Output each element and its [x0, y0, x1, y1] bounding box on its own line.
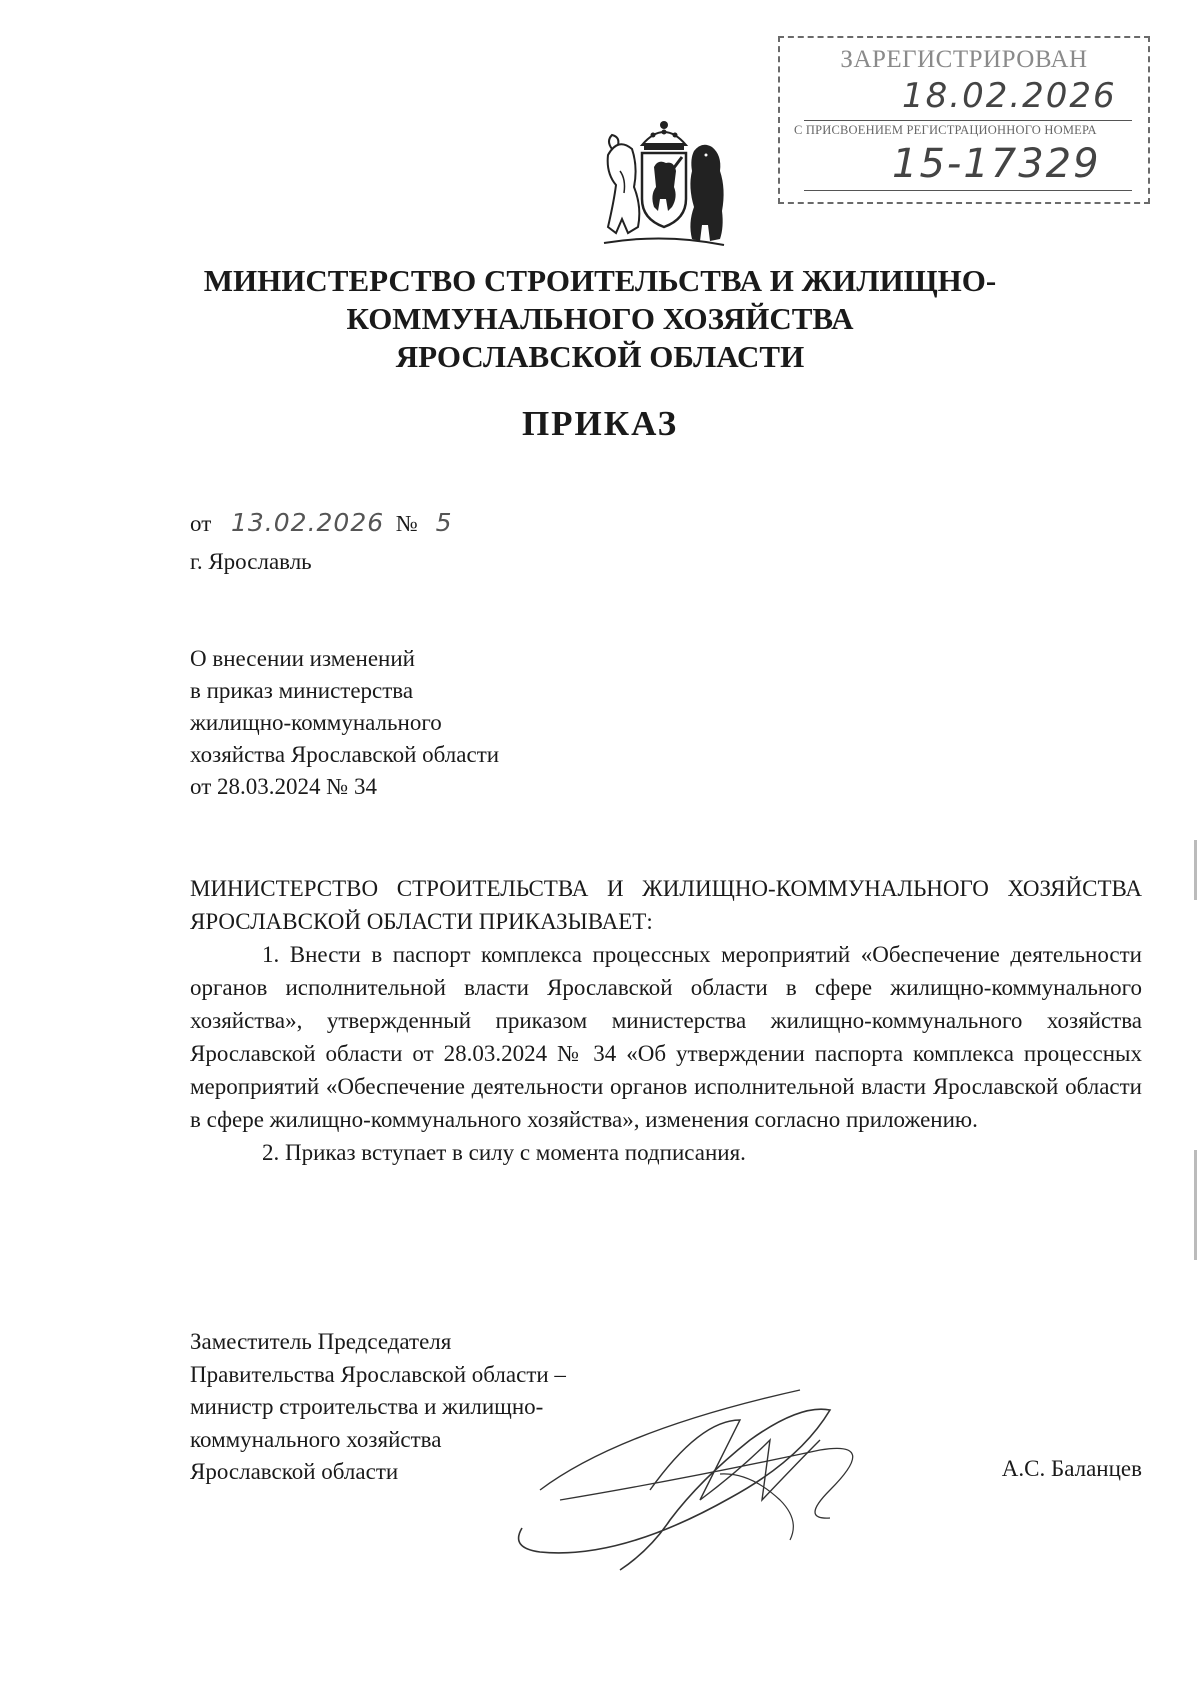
order-item-2: 2. Приказ вступает в силу с момента подписания.	[262, 1140, 746, 1165]
signer-line: Ярославской области	[190, 1459, 399, 1484]
subject-line: О внесении изменений	[190, 646, 415, 671]
ministry-title-line: КОММУНАЛЬНОГО ХОЗЯЙСТВА	[346, 301, 854, 336]
order-subject	[190, 643, 499, 803]
ministry-title-line: МИНИСТЕРСТВО СТРОИТЕЛЬСТВА И ЖИЛИЩНО-	[203, 263, 997, 298]
preamble: МИНИСТЕРСТВО СТРОИТЕЛЬСТВА И ЖИЛИЩНО-КОММУНАЛЬНОГО ХОЗЯЙСТВА ЯРОСЛАВСКОЙ ОБЛАСТИ ПРИКАЗЫВАЕТ:	[190, 876, 1142, 934]
order-item-1: 1. Внести в паспорт комплекса процессных мероприятий «Обеспечение деятельности органов исполнительной власти Ярославской области в сфере жилищно-коммунального хозяйства», утвержденный приказом министерства жилищно-коммунального хозяйства Ярославской области от 28.03.2024 № 34 «Об утверждении паспорта комплекса процессных мероприятий «Обеспечение деятельности органов исполнительной власти Ярославской области в сфере жилищно-коммунального хозяйства», изменения согласно приложению.	[190, 942, 1142, 1132]
city: г. Ярославль	[190, 549, 312, 574]
number-label: №	[395, 511, 418, 536]
scan-edge-mark	[1194, 1150, 1197, 1260]
signer-name: А.С. Баланцев	[1001, 1456, 1142, 1481]
stamp-date: 18.02.2026	[902, 76, 1117, 116]
document-type: ПРИКАЗ	[521, 404, 679, 443]
subject-line: хозяйства Ярославской области	[190, 742, 500, 767]
subject-line: от 28.03.2024 № 34	[190, 774, 377, 799]
order-date-line	[190, 508, 453, 537]
order-date: 13.02.2026	[231, 508, 385, 537]
coat-of-arms-icon	[598, 115, 730, 253]
ministry-title-line: ЯРОСЛАВСКОЙ ОБЛАСТИ	[395, 339, 805, 374]
signer-line: Заместитель Председателя	[190, 1329, 452, 1354]
signer-line: министр строительства и жилищно-	[190, 1394, 544, 1419]
signer-line: коммунального хозяйства	[190, 1426, 442, 1452]
from-label: от	[190, 511, 212, 536]
handwritten-signature	[500, 1380, 920, 1580]
ministry-title	[100, 262, 1100, 376]
registration-stamp	[778, 36, 1150, 204]
subject-line: в приказ министерства	[190, 678, 414, 703]
stamp-number: 15-17329	[892, 141, 1101, 187]
signer-line: Правительства Ярославской области –	[190, 1361, 566, 1387]
stamp-divider-bottom	[804, 190, 1132, 191]
stamp-title: ЗАРЕГИСТРИРОВАН	[840, 46, 1088, 73]
stamp-subtitle: С ПРИСВОЕНИЕМ РЕГИСТРАЦИОННОГО НОМЕРА	[794, 123, 1097, 137]
scan-edge-mark	[1194, 840, 1197, 900]
stamp-divider	[804, 120, 1132, 121]
order-body	[190, 872, 1142, 1169]
subject-line: жилищно-коммунального	[190, 710, 442, 735]
order-number: 5	[435, 508, 453, 537]
